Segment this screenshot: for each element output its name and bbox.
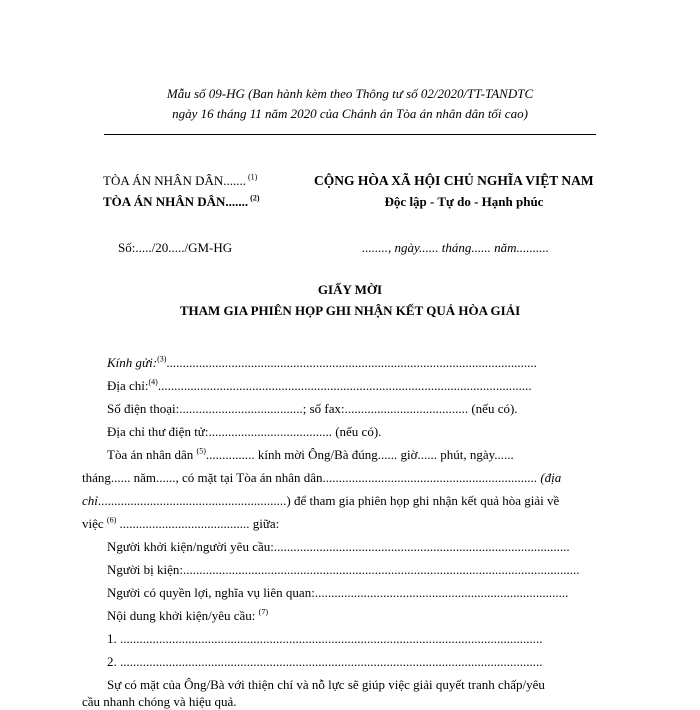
- invitation-line-4: việc $^{(6)}$ ........................................ giữa:: [82, 515, 280, 531]
- closing-line-1: Sự có mặt của Ông/Bà với thiện chí và nỗ lực sẽ giúp việc giải quyết tranh chấp/yêu: [107, 677, 545, 692]
- national-title: CỘNG HÒA XÃ HỘI CHỦ NGHĨA VIỆT NAM: [314, 173, 594, 188]
- document-subtitle: THAM GIA PHIÊN HỌP GHI NHẬN KẾT QUẢ HÒA GIẢI: [179, 303, 521, 318]
- invitation-line-3: chỉ..........................................................) để tham gia phiên họp ghi nhận kết quả hòa giải về: [82, 493, 560, 508]
- claim-content-line: Nội dung khởi kiện/yêu cầu: $^{(7)}$: [107, 608, 268, 623]
- address-line: Địa chỉ:$^{(4)}$...................................................................................................................: [107, 378, 532, 393]
- form-note-line-2: ngày 16 tháng 11 năm 2020 của Chánh án Tòa án nhân dân tối cao): [172, 106, 528, 121]
- defendant-line: Người bị kiện:..........................................................................................................................: [107, 562, 580, 577]
- court-name-1: TÒA ÁN NHÂN DÂN....... $^{(1)}$: [103, 172, 258, 188]
- document-title: GIẤY MỜI: [317, 282, 383, 297]
- form-note-line-1: Mẫu số 09-HG (Ban hành kèm theo Thông tư số 02/2020/TT-TANDTC: [166, 86, 534, 101]
- closing-line-2: cầu nhanh chóng và hiệu quả.: [82, 694, 237, 709]
- document-number: Số:...../20...../GM-HG: [118, 240, 233, 255]
- header-divider: [104, 134, 596, 135]
- recipient-line: Kính gửi:$^{(3)}$..................................................................................................................: [107, 355, 537, 370]
- place-date: ........, ngày...... tháng...... năm..........: [362, 240, 550, 255]
- claim-item-1: 1. ..................................................................................................................................: [107, 631, 543, 646]
- court-name-2: TÒA ÁN NHÂN DÂN....... $^{(2)}$: [103, 193, 260, 209]
- phone-fax-line: Số điện thoại:......................................; số fax:...................................... (nếu có).: [107, 401, 518, 416]
- invitation-line-1: Tòa án nhân dân $^{(5)}$............... kính mời Ông/Bà đúng...... giờ...... phút, ngày......: [107, 447, 514, 462]
- email-line: Địa chỉ thư điện tử:...................................... (nếu có).: [107, 424, 382, 439]
- national-motto: Độc lập - Tự do - Hạnh phúc: [384, 194, 544, 209]
- invitation-line-2: tháng...... năm......, có mặt tại Tòa án nhân dân.................................................................. (địa: [82, 470, 562, 485]
- claim-item-2: 2. ..................................................................................................................................: [107, 654, 543, 669]
- related-party-line: Người có quyền lợi, nghĩa vụ liên quan:..............................................................................: [107, 585, 569, 600]
- plaintiff-line: Người khởi kiện/người yêu cầu:...........................................................................................: [107, 539, 570, 554]
